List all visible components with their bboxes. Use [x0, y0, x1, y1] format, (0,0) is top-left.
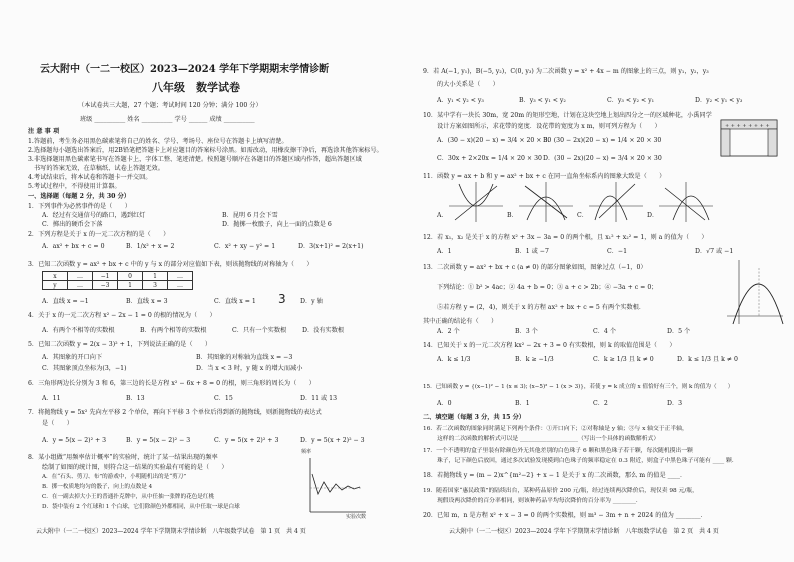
- graph-option-a: [449, 182, 503, 222]
- q9-stem-cont: 的大小关系是（ ）: [437, 81, 499, 88]
- q6-option-a: A．11: [42, 395, 61, 402]
- q10-option-d: D．(30 − 2x)(20 − x) = 3/4 × 20 × 30: [543, 155, 662, 162]
- q12-stem: 12．若 x₁，x₂ 是关于 x 的方程 x² + 3x − 3a = 0 的两个根，且 x₁² + x₂² = 1，则 a 的值为（ ）: [423, 234, 708, 241]
- q13-stem-4: 其中正确的结论有（ ）: [423, 318, 498, 325]
- section-1-heading: 一、选择题（每题 2 分，共 30 分）: [28, 193, 130, 200]
- graph-option-c: [589, 182, 643, 222]
- q7-stem-cont: 是（ ）: [42, 420, 73, 427]
- q15-stem: 15．已知函数 y = {(x−1)² − 1 (x ≤ 3); (x−5)² − 1 (x > 3)}，若使 y = k 成立的 x 值恰好有三个，则 k 的值为（ ）: [423, 384, 734, 390]
- q8-stem: 8．某小组做“用频率估计概率”的实验时，统计了某一结果出现的频率: [28, 454, 218, 461]
- notice-5: 5.考试过程中，不得使用计算器。: [28, 183, 121, 190]
- q5-option-c: C．其图象顶点坐标为(3，−1): [42, 365, 127, 372]
- table-row: [43, 272, 193, 281]
- q10-option-b: B．(30 − 2x)(20 − x) = 1/4 × 20 × 30: [543, 137, 662, 144]
- q5-stem: 5．已知二次函数 y = 2(x − 3)² + 1，下列说法正确的是（ ）: [28, 341, 212, 348]
- q12-option-b: B．1 或 −7: [515, 248, 549, 255]
- q6-option-c: C．15: [214, 395, 233, 402]
- q10-option-a: A．(30 − x)(20 − x) = 3/4 × 20 × 30: [437, 137, 552, 144]
- table-cell: …: [168, 272, 193, 281]
- q4-option-c: C．只有一个实数根: [232, 327, 287, 334]
- q5-option-a: A．其图象的开口向下: [42, 354, 103, 361]
- frequency-chart: [300, 452, 370, 522]
- notice-3b: 书写的答案无效，在草稿纸、试卷上答题无效。: [34, 165, 164, 172]
- exam-info: （本试卷共三大题，27 个题；考试时间 120 分钟；满分 100 分）: [78, 102, 262, 109]
- table-cell: y: [43, 281, 68, 290]
- q13-option-b: B．3 个: [515, 328, 538, 335]
- q10-stem-cont: 设计方案如图所示，求花带的宽度．设花带的宽度为 x m，则可列方程为（ ）: [437, 123, 661, 130]
- q3-option-a: A．直线 x = −1: [42, 298, 89, 305]
- q9-option-a: A．y₁ < y₂ < y₃: [437, 97, 484, 104]
- notice-1: 1.答题前，考生务必用黑色碳素笔将自己的姓名、学号、考场号、座位号在答题卡上填写清楚。: [28, 138, 288, 145]
- q11-option-c: C．: [577, 212, 588, 219]
- q8-option-d: D．袋中装有 2 个红球和 1 个白球，它们除颜色外都相同，从中任取一球是白球: [42, 504, 240, 510]
- q18-stem: 18．若抛物线 y = (m − 2)x^{m²−2} + x − 1 是关于 x 的二次函数，那么 m 的值是 ____．: [423, 472, 687, 479]
- q3-stem: 3．已知二次函数 y = ax² + bx + c 中的 y 与 x 的部分对应值如下表，则该抛物线的对称轴为（ ）: [28, 261, 313, 268]
- q12-option-d: D．√7 或 −1: [695, 248, 734, 255]
- garden-diagram: [719, 118, 781, 160]
- table-cell: x: [43, 272, 68, 281]
- q4-option-b: B．有两个相等的实数根: [140, 327, 207, 334]
- q13-option-d: D．5 个: [667, 328, 691, 335]
- graph-option-b: [519, 182, 573, 222]
- table-cell: …: [68, 272, 93, 281]
- table-cell: 3: [143, 281, 168, 290]
- section-2-heading: 二、填空题（每题 3 分，共 15 分）: [423, 414, 525, 421]
- q4-option-a: A．有两个不相等的实数根: [42, 327, 115, 334]
- q4-stem: 4．关于 x 的一元二次方程 x² − 2x − 1 = 0 的根的情况为（ ）: [28, 312, 216, 319]
- notice-title: 注 意 事 项: [28, 128, 60, 135]
- q11-option-d: D．: [647, 212, 659, 219]
- q13-option-a: A．2 个: [437, 328, 460, 335]
- chart-x-label: 实验次数: [346, 514, 367, 520]
- q2-stem: 2．下列方程是关于 x 的一元二次方程的是（ ）: [28, 231, 170, 238]
- graph-option-d: [659, 182, 713, 222]
- q8-option-a: A．在“石头、剪刀、布”的游戏中，小明随机出的是“剪刀”: [42, 474, 187, 480]
- q15-option-d: D．3: [667, 400, 683, 407]
- table-cell: …: [168, 281, 193, 290]
- q6-option-d: D．11 或 13: [300, 395, 338, 402]
- q15-option-b: B．1: [515, 400, 530, 407]
- q7-option-b: B．y = 5(x − 2)² − 3: [126, 437, 191, 444]
- q7-option-c: C．y = 5(x + 2)² + 3: [214, 437, 279, 444]
- q16-stem: 16．若二次函数的图象同时满足下列两个条件：①开口向下；②对称轴是 y 轴；③与 x 轴交于正半轴，: [423, 426, 688, 432]
- q1-option-a: A．经过有交通信号的路口，遇到红灯: [42, 212, 146, 219]
- table-cell: −3: [93, 281, 118, 290]
- q2-option-b: B．1/x² + x = 2: [126, 243, 175, 250]
- q14-stem: 14．已知关于 x 的一元二次方程 kx² − 2x + 3 = 0 有实数根，则 k 的取值范围是（ ）: [423, 342, 676, 349]
- q1-stem: 1．下列事件为必然事件的是（ ）: [28, 203, 131, 210]
- svg-text:+ + + + + + + +: + + + + + + + +: [725, 123, 770, 129]
- chart-y-label: 频率: [301, 449, 312, 455]
- q11-stem: 11．函数 y = ax + b 和 y = ax² + bx + c 在同一直角坐标系内的图象大致是（ ）: [423, 173, 666, 180]
- student-fields: 班级 __________ 姓名 __________ 学号 ______ 成绩 __________: [80, 116, 255, 123]
- q2-option-a: A．ax² + bx + c = 0: [42, 243, 105, 250]
- parabola-figure: [725, 258, 785, 326]
- q3-option-d: D．y 轴: [300, 298, 323, 305]
- q14-option-b: B．k ≥ −1/3: [515, 356, 554, 363]
- q3-option-b: B．直线 x = 3: [126, 298, 168, 305]
- q9-option-b: B．y₃ < y₁ < y₂: [519, 97, 566, 104]
- page-1-footer: 云大附中（一二一校区）2023—2024 学年下学期期末学情诊断 八年级数学试卷 第 1 页 共 4 页: [36, 528, 306, 535]
- q8-option-b: B．掷一枚质地均匀的骰子，向上的点数是 4: [42, 484, 153, 490]
- q9-option-c: C．y₃ < y₂ < y₁: [607, 97, 655, 104]
- table-cell: −1: [93, 272, 118, 281]
- q11-option-b: B．: [507, 212, 518, 219]
- q9-stem: 9．若 A(−1, y₁)，B(−5, y₂)，C(0, y₃) 为二次函数 y = x² + 4x − m 的图象上的三点，则 y₁，y₂，y₃: [423, 68, 709, 75]
- q12-option-c: C．−1: [607, 248, 628, 255]
- exam-subtitle: 八年级 数学试卷: [152, 81, 240, 94]
- q6-option-b: B．13: [126, 395, 145, 402]
- q14-option-c: C．k ≥ 1/3 且 k ≠ 0: [593, 356, 654, 363]
- notice-4: 4.考试结束后，将本试卷和答题卡一并交回。: [28, 174, 152, 181]
- exam-title: 云大附中（一二一校区）2023—2024 学年下学期期末学情诊断: [40, 64, 330, 75]
- q7-stem: 7．将抛物线 y = 5x² 先向左平移 2 个单位，再向下平移 3 个单位后得到新的抛物线，则新抛物线的表达式: [28, 409, 322, 416]
- q3-option-c: C．直线 x = 1: [214, 298, 256, 305]
- q3-value-table: [42, 271, 193, 290]
- handwritten-mark: 3: [278, 292, 286, 306]
- q10-stem: 10．某中学有一块长 30m，宽 20m 的矩形空地，计划在这块空地上划出四分之一的区域种花，小禹同学: [423, 112, 712, 119]
- q7-option-d: D．y = 5(x + 2)² − 3: [300, 437, 365, 444]
- q7-option-a: A．y = 5(x − 2)² + 3: [42, 437, 107, 444]
- q14-option-d: D．k ≤ 1/3 且 k ≠ 0: [677, 356, 738, 363]
- q19-stem-cont: 现假设两次降价的百分率相同，则该种药品平均每次降价的百分率为 ________．: [437, 498, 642, 504]
- q4-option-d: D．没有实数根: [302, 327, 345, 334]
- exam-page-2: [397, 0, 794, 562]
- q16-stem-cont: 这样的二次函数的解析式可以是 ____________________（写出一个具体的函数解析式）: [437, 436, 660, 442]
- page-2-footer: 云大附中（一二一校区）2023—2024 学年下学期期末学情诊断 八年级数学试卷 第 2 页 共 4 页: [449, 528, 719, 535]
- q17-stem: 17．一个不透明的盒子里装有除颜色外无其他差别的白色珠子 6 颗和黑色珠子若干颗，每次随机摸出一颗: [423, 448, 693, 454]
- q13-stem-3: ⑤若方程 y = (2，4)，则关于 x 的方程 ax² + bx + c = 5 有两个实数根．: [437, 304, 646, 311]
- q13-option-c: C．4 个: [593, 328, 617, 335]
- q1-option-c: C．掷出的硬币会下落: [42, 221, 103, 228]
- q15-option-c: C．2: [593, 400, 608, 407]
- q10-option-c: C．30x + 2×20x = 1/4 × 20 × 30: [437, 155, 542, 162]
- table-cell: 1: [118, 281, 143, 290]
- table-cell: 0: [118, 272, 143, 281]
- q8-stem-cont: 绘制了如图的统计图，则符合这一结果的实验最有可能的是（ ）: [42, 464, 228, 471]
- q6-stem: 6．三角形两边长分别为 3 和 6，第三边的长是方程 x² − 6x + 8 = 0 的根，则三角形的周长为（ ）: [28, 380, 315, 387]
- q15-option-a: A．0: [437, 400, 452, 407]
- table-cell: …: [68, 281, 93, 290]
- q17-stem-cont: 珠子，记下颜色后放回，通过多次试验发现摸到白色珠子的频率稳定在 0.3 附近，则盒子中黑色珠子可能有 ____ 颗．: [437, 458, 738, 464]
- q13-stem-2: 下列结论：① b² > 4ac；② 4a + b = 0；③ a + c > 2b；④ −3a + c = 0；: [437, 284, 658, 291]
- q1-option-d: D．抛掷一枚骰子，向上一面的点数是 6: [222, 221, 332, 228]
- q5-option-d: D．当 x < 3 时，y 随 x 的增大而减小: [196, 365, 303, 372]
- q14-option-a: A．k ≤ 1/3: [437, 356, 471, 363]
- q19-stem: 19．随着国家“惠民政策”的陆续出台，某种药品原价 200 元/瓶，经过连续两次降价后，现仅卖 98 元/瓶，: [423, 488, 698, 494]
- q20-stem: 20．已知 m，n 是方程 x² + x − 3 = 0 的两个实数根，则 m³ − 3m + n + 2024 的值为 ________．: [423, 512, 707, 519]
- q1-option-b: B．昆明 6 月会下雪: [222, 212, 278, 219]
- q13-stem: 13．二次函数 y = ax² + bx + c (a ≠ 0) 的部分图象如图，图象过点（−1，0）: [423, 264, 647, 271]
- q5-option-b: B．其图象的对称轴为直线 x = −3: [196, 354, 293, 361]
- q11-option-a: A．: [437, 212, 448, 219]
- table-cell: 1: [143, 272, 168, 281]
- q9-option-d: D．y₂ < y₁ < y₃: [695, 97, 743, 104]
- q8-option-c: C．在一副去掉大小王的普通扑克牌中，从中任抽一张牌的花色是红桃: [42, 494, 215, 500]
- table-row: [43, 281, 193, 290]
- q2-option-c: C．x² + xy − y² = 1: [214, 243, 276, 250]
- notice-3: 3.非选择题用黑色碳素笔书写在答题卡上，字体工整、笔迹清楚。按照题号顺序在各题目的答题区域内作答，超出答题区域: [28, 156, 362, 163]
- q2-option-d: D．3(x+1)² = 2(x+1): [298, 243, 364, 250]
- notice-2: 2.选择题每小题选出答案后，用2B铅笔把答题卡上对应题目的答案标号涂黑。如需改动，用橡皮擦干净后，再选涂其他答案标号。: [28, 147, 383, 154]
- q12-option-a: A．1: [437, 248, 452, 255]
